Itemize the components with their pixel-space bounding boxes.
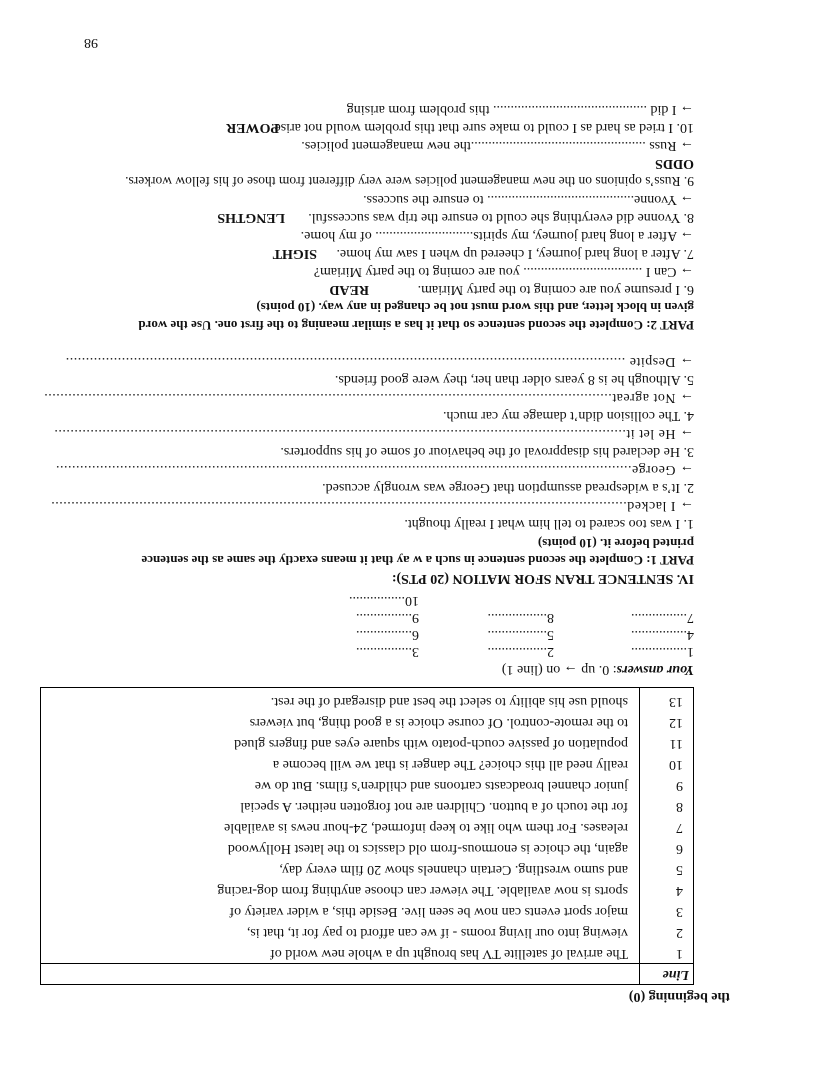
item-sentence: 7. After a long hard journey, I cheered up when I saw my home.	[336, 246, 694, 261]
answers-title: Your answers	[616, 662, 694, 677]
line-number: 12	[669, 715, 683, 730]
part1-title: PART 1: Complete the second sentence in such a w ay that it means exactly the same as the sentence	[141, 553, 694, 568]
line-text: should use his ability to select the best and disregard of the rest.	[270, 694, 628, 709]
passage-row	[41, 711, 693, 731]
item-answer-line[interactable]: → Not agreat..............................................................................................................................................	[43, 390, 694, 405]
line-text: again, the choice is enormous-from old classics to the latest Hollywood	[227, 841, 628, 856]
item-sentence: 5. Although he is 8 years older than her, they were good friends.	[334, 372, 694, 387]
answer-blank[interactable]: 10................	[349, 593, 419, 608]
line-number: 8	[676, 799, 683, 814]
line-number: 7	[676, 820, 683, 835]
item-answer-line[interactable]: → After a long hard journey, my spirits............................ of my home.	[300, 228, 694, 243]
item-sentence: 3. He declared his disapproval of the behaviour of some of his supporters.	[280, 444, 694, 459]
passage-row	[41, 879, 693, 899]
item-sentence: 10. I tried as hard as I could to make sure that this problem would not arise.	[270, 120, 694, 135]
line-text: really need all this choice? The danger is that we will become a	[272, 757, 628, 772]
passage-row	[41, 732, 693, 752]
line-text: and sumo wrestling. Certain channels show 20 film every day,	[279, 862, 628, 877]
item-sentence: 1. I was too scared to tell him what I really thought.	[404, 516, 694, 531]
item-sentence: 9. Russ’s opinions on the new management policies were very different from those of his fellow workers.	[125, 174, 694, 189]
key-word: SIGHT	[272, 246, 317, 261]
line-number: 2	[676, 925, 683, 940]
line-text: for the touch of a button. Children are not forgotten neither. A special	[240, 799, 628, 814]
line-text: releases. For them who like to keep informed, 24-hour news is available	[224, 820, 628, 835]
passage-row	[41, 774, 693, 794]
key-word: READ	[329, 282, 369, 297]
passage-row	[41, 858, 693, 878]
answer-blank[interactable]: 4................	[631, 627, 694, 642]
line-number: 1	[676, 946, 683, 961]
key-word: ODDS	[655, 156, 694, 171]
answer-blank[interactable]: 6................	[356, 627, 419, 642]
passage-row	[41, 900, 693, 920]
answer-blank[interactable]: 9................	[356, 610, 419, 625]
part2-title: PART 2: Complete the second sentence so that it has a similar meaning to the first one. Use the word	[138, 318, 694, 333]
line-text: viewing into our living rooms - if we can afford to pay for it, that is,	[246, 925, 628, 940]
line-text: population of passive couch-potato with square eyes and fingers glued	[234, 736, 628, 751]
item-answer-line[interactable]: → George................................................................................................................................................	[55, 462, 694, 477]
passage-header	[41, 963, 693, 984]
section-title: IV. SENTENCE TRAN SFOR MATION (20 PTS):	[391, 571, 694, 586]
passage-row	[41, 753, 693, 773]
item-answer-line[interactable]: → I did ............................................ this problem from arising	[346, 102, 694, 117]
passage-row	[41, 690, 693, 710]
key-word: LENGTHS	[217, 210, 285, 225]
line-number: 10	[669, 757, 683, 772]
item-answer-line[interactable]: → I lacked................................................................................................................................................	[50, 498, 694, 513]
line-text: to the remote-control. Of course choice is a good thing, but viewers	[249, 715, 628, 730]
part-header: the beginning (0)	[628, 989, 730, 1004]
line-text: junior channel broadcasts cartoons and children’s films. But do we	[254, 778, 628, 793]
passage-box	[40, 687, 694, 985]
line-number: 4	[676, 883, 683, 898]
line-text: sports is now available. The viewer can choose anything from dog-racing	[217, 883, 628, 898]
line-column-label: Line	[662, 967, 689, 982]
passage-row	[41, 816, 693, 836]
answer-blank[interactable]: 2.................	[487, 644, 554, 659]
line-number: 5	[676, 862, 683, 877]
passage-row	[41, 942, 693, 962]
answer-blank[interactable]: 7................	[631, 610, 694, 625]
item-answer-line[interactable]: → Yvonne.......................................... to ensure the success.	[363, 192, 694, 207]
answers-heading	[502, 660, 694, 678]
item-answer-line[interactable]: → Can I .................................. you are coming to the party Miriam?	[313, 264, 694, 279]
item-sentence: 8. Yvonne did everything she could to ensure the trip was successful.	[308, 210, 694, 225]
line-number: 11	[669, 736, 683, 751]
key-word: POWER	[226, 120, 279, 135]
item-answer-line[interactable]: → He let it...............................................................................................................................................	[53, 426, 694, 441]
item-answer-line[interactable]: → Despite ............................................................................................................................................	[65, 354, 694, 369]
part1-title-cont: printed before it. (10 points)	[537, 536, 694, 551]
page-number: 98	[84, 35, 98, 50]
line-text: major sport events can now be seen live. Beside this, a wider variety of	[229, 904, 628, 919]
item-sentence: 6. I presume you are coming to the party Miriam.	[417, 282, 694, 297]
line-number: 13	[669, 694, 683, 709]
passage-row	[41, 795, 693, 815]
answer-blank[interactable]: 3................	[356, 644, 419, 659]
line-number: 3	[676, 904, 683, 919]
passage-row	[41, 837, 693, 857]
item-answer-line[interactable]: → Russ ..................................................the new management policies.	[301, 138, 694, 153]
answer-blank[interactable]: 1................	[631, 644, 694, 659]
line-text: The arrival of satellite TV has brought up a whole new world of	[270, 946, 628, 961]
passage-row	[41, 921, 693, 941]
item-sentence: 2. It’s a widespread assumption that George was wrongly accused.	[322, 480, 694, 495]
answer-blank[interactable]: 5.................	[487, 627, 554, 642]
answer-blank[interactable]: 8.................	[487, 610, 554, 625]
answers-example: : 0. up → on (line 1)	[501, 662, 617, 677]
item-sentence: 4. The collision didn’t damage my car much.	[442, 408, 694, 423]
part2-title-cont: given in block letter, and this word must not be changed in any way. (10 points)	[256, 300, 694, 315]
line-number: 9	[676, 778, 683, 793]
line-number: 6	[676, 841, 683, 856]
